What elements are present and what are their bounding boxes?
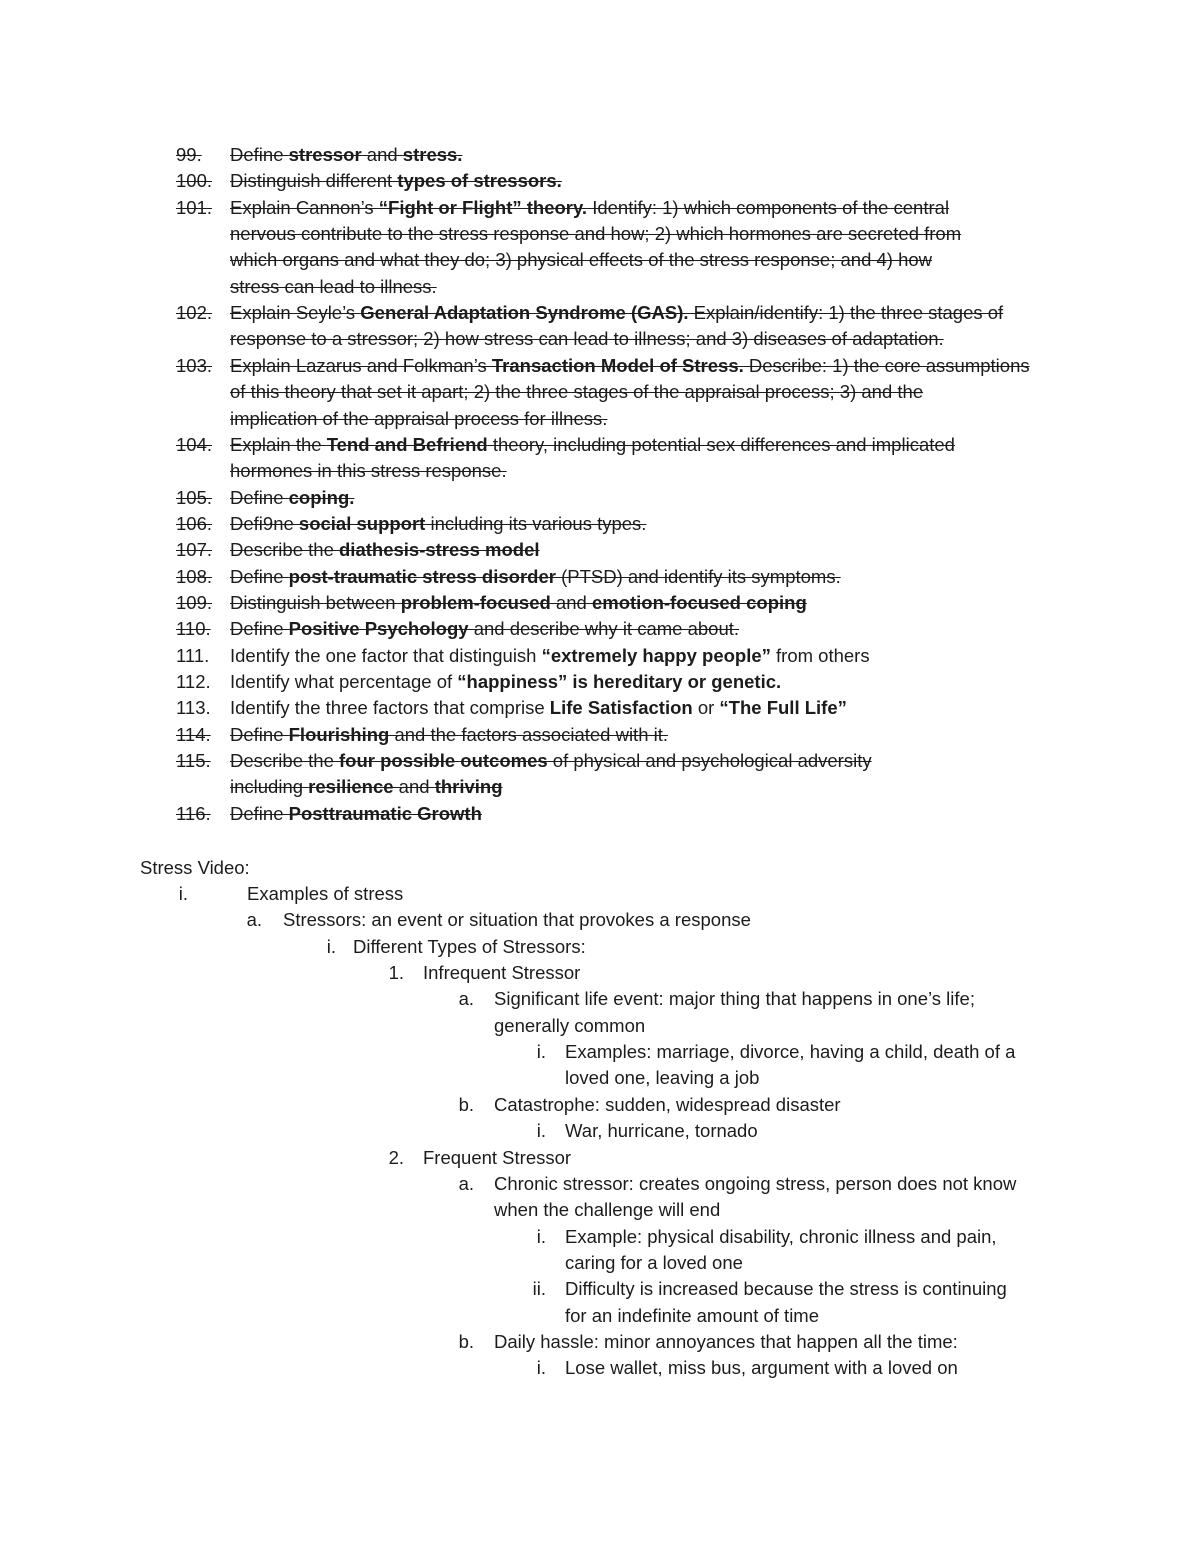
bold-term: Life Satisfaction — [549, 697, 693, 719]
outline-item-text: caring for a loved one — [565, 1251, 743, 1273]
objective-number: 109. — [176, 591, 213, 613]
outline-item-text: Different Types of Stressors: — [353, 935, 586, 957]
outline-marker: a. — [458, 988, 474, 1010]
bold-term: thriving — [434, 776, 503, 798]
outline-item-text: Frequent Stressor — [423, 1146, 572, 1168]
objective-text-line — [230, 485, 354, 511]
bold-term: post-traumatic stress disorder — [288, 565, 556, 587]
text-run: and — [393, 776, 435, 798]
bold-term: Posttraumatic Growth — [288, 802, 482, 824]
objective-text-line — [230, 722, 668, 748]
bold-term: emotion-focused coping — [591, 591, 807, 613]
bold-term: coping. — [288, 486, 355, 508]
text-run: Explain Lazarus and Folkman’s — [230, 354, 492, 376]
objective-text-line — [230, 564, 841, 590]
outline-item-text: Lose wallet, miss bus, argument with a loved on — [565, 1357, 958, 1379]
text-run: stress can lead to illness. — [230, 275, 437, 297]
outline-item-text: Infrequent Stressor — [423, 962, 581, 984]
bold-term: types of stressors. — [397, 170, 562, 192]
bold-term: General Adaptation Syndrome (GAS). — [360, 302, 689, 324]
text-run: Distinguish different — [230, 170, 398, 192]
objective-text-line — [230, 748, 872, 774]
objective-text-line — [230, 168, 562, 194]
text-run: Explain Seyle’s — [230, 302, 361, 324]
outline-item-text: loved one, leaving a job — [565, 1067, 760, 1089]
objective-text-line — [230, 221, 961, 247]
objective-text-line — [230, 274, 437, 300]
bold-term: “The Full Life” — [719, 697, 847, 719]
text-run: Explain Cannon’s — [230, 196, 379, 218]
text-run: Explain/identify: 1) the three stages of — [688, 302, 1004, 324]
text-run: which organs and what they do; 3) physical effects of the stress response; and 4) how — [230, 249, 933, 271]
bold-term: resilience — [308, 776, 394, 798]
objective-number: 114. — [176, 723, 211, 745]
text-run: Explain the — [230, 433, 327, 455]
objective-number: 113. — [176, 697, 211, 719]
outline-item-text: Difficulty is increased because the stress is continuing — [565, 1278, 1007, 1300]
text-run: or — [692, 697, 720, 719]
text-run: implication of the appraisal process for illness. — [230, 407, 608, 429]
text-run: and — [550, 591, 592, 613]
objective-text-line — [230, 195, 949, 221]
outline-item-text: when the challenge will end — [494, 1199, 721, 1221]
text-run: Define — [230, 802, 289, 824]
objective-number: 102. — [176, 302, 213, 324]
objective-number: 99. — [176, 144, 202, 165]
outline-marker: 2. — [388, 1146, 404, 1168]
bold-term: “Fight or Flight” theory. — [378, 196, 588, 218]
objective-number: 101. — [176, 196, 213, 218]
text-run: Identify the one factor that distinguish — [230, 644, 542, 666]
objective-text-line — [230, 774, 503, 800]
text-run: nervous contribute to the stress response and how; 2) which hormones are secreted from — [230, 223, 962, 245]
objective-text-line — [230, 247, 932, 273]
text-run: response to a stressor; 2) how stress can lead to illness; and 3) diseases of adaptation. — [230, 328, 944, 350]
objective-text-line — [230, 458, 507, 484]
outline-item-text: Catastrophe: sudden, widespread disaster — [494, 1093, 841, 1115]
text-run: Define — [230, 486, 289, 508]
text-run: including its various types. — [425, 512, 647, 534]
bold-term: Tend and Befriend — [326, 433, 488, 455]
outline-item-text: Example: physical disability, chronic illness and pain, — [565, 1225, 997, 1247]
objective-text-line — [230, 432, 955, 458]
objective-text-line — [230, 643, 870, 669]
outline-marker: 1. — [388, 962, 404, 984]
outline-marker: i. — [536, 1225, 546, 1247]
bold-term: “happiness” is hereditary or genetic. — [457, 671, 782, 692]
notes-heading: Stress Video: — [140, 857, 250, 878]
objective-number: 111. — [176, 644, 210, 666]
text-run: hormones in this stress response. — [230, 460, 507, 482]
text-run: Define — [230, 723, 289, 745]
objective-text-line — [230, 511, 646, 537]
objective-number: 105. — [176, 486, 213, 508]
text-run: Describe the — [230, 539, 339, 561]
outline-item-text: Daily hassle: minor annoyances that happen all the time: — [494, 1330, 958, 1352]
text-run: from others — [770, 644, 870, 666]
text-run: of physical and psychological adversity — [547, 750, 872, 772]
objective-text-line — [230, 406, 607, 432]
bold-term: stressor — [288, 144, 362, 165]
text-run: of this theory that set it apart; 2) the three stages of the appraisal process; 3) and the — [230, 381, 924, 403]
objective-number: 115. — [176, 750, 211, 772]
outline-item-text: Examples: marriage, divorce, having a child, death of a — [565, 1041, 1016, 1063]
bold-term: social support — [298, 512, 426, 534]
text-run: Distinguish between — [230, 591, 401, 613]
text-run: Defi9ne — [230, 512, 299, 534]
outline-item-text: Significant life event: major thing that happens in one’s life; — [494, 988, 975, 1010]
objective-text-line — [230, 537, 540, 563]
bold-term: four possible outcomes — [339, 750, 548, 772]
objective-text-line — [230, 300, 1003, 326]
objective-number: 110. — [176, 618, 211, 640]
outline-marker: b. — [458, 1330, 474, 1352]
outline-marker: i. — [536, 1120, 546, 1142]
objective-text-line — [230, 142, 462, 168]
outline-marker: a. — [246, 909, 262, 931]
text-run: Identify the three factors that comprise — [230, 697, 550, 719]
outline-item-text: Stressors: an event or situation that provokes a response — [283, 909, 751, 931]
bold-term: Flourishing — [288, 723, 390, 745]
outline-marker: i. — [326, 935, 336, 957]
text-run: Define — [230, 565, 289, 587]
bold-term: Transaction Model of Stress. — [491, 354, 744, 376]
outline-marker: a. — [458, 1172, 474, 1194]
text-run: and describe why it came about. — [468, 618, 740, 640]
objective-number: 100. — [176, 170, 213, 192]
objective-text-line — [230, 326, 944, 352]
bold-term: stress. — [402, 144, 463, 165]
objective-text-line — [230, 695, 847, 721]
objective-number: 116. — [176, 802, 211, 824]
objective-number: 103. — [176, 354, 213, 376]
outline-item-text: Examples of stress — [247, 883, 404, 904]
objective-number: 108. — [176, 565, 213, 587]
text-run: Identify: 1) which components of the central — [587, 196, 950, 218]
text-run: Describe: 1) the core assumptions — [743, 354, 1030, 376]
objective-text-line — [230, 801, 482, 827]
objective-text-line — [230, 616, 739, 642]
text-run: Define — [230, 618, 289, 640]
bold-term: “extremely happy people” — [541, 644, 771, 666]
objective-number: 107. — [176, 539, 213, 561]
objective-number: 104. — [176, 433, 213, 455]
objective-number: 106. — [176, 512, 213, 534]
objective-number: 112. — [176, 671, 211, 692]
bold-term: Positive Psychology — [288, 618, 469, 640]
objective-text-line — [230, 353, 1030, 379]
objective-text-line — [230, 379, 923, 405]
outline-marker: i. — [536, 1357, 546, 1379]
outline-marker: i. — [178, 883, 188, 904]
outline-marker: i. — [536, 1041, 546, 1063]
text-run: (PTSD) and identify its symptoms. — [555, 565, 841, 587]
bold-term: problem-focused — [400, 591, 551, 613]
text-run: theory, including potential sex differences and implicated — [487, 433, 955, 455]
outline-item-text: War, hurricane, tornado — [565, 1120, 758, 1142]
outline-marker: b. — [458, 1093, 474, 1115]
outline-marker: ii. — [532, 1278, 546, 1300]
text-run: Define — [230, 144, 289, 165]
objective-text-line — [230, 590, 807, 616]
bold-term: diathesis-stress model — [339, 539, 540, 561]
outline-item-text: generally common — [494, 1014, 646, 1036]
objective-text-line — [230, 669, 781, 695]
text-run: including — [230, 776, 309, 798]
outline-item-text: for an indefinite amount of time — [565, 1304, 820, 1326]
text-run: Describe the — [230, 750, 339, 772]
outline-item-text: Chronic stressor: creates ongoing stress, person does not know — [494, 1172, 1017, 1194]
text-run: Identify what percentage of — [230, 671, 458, 692]
text-run: and the factors associated with it. — [389, 723, 669, 745]
text-run: and — [361, 144, 403, 165]
